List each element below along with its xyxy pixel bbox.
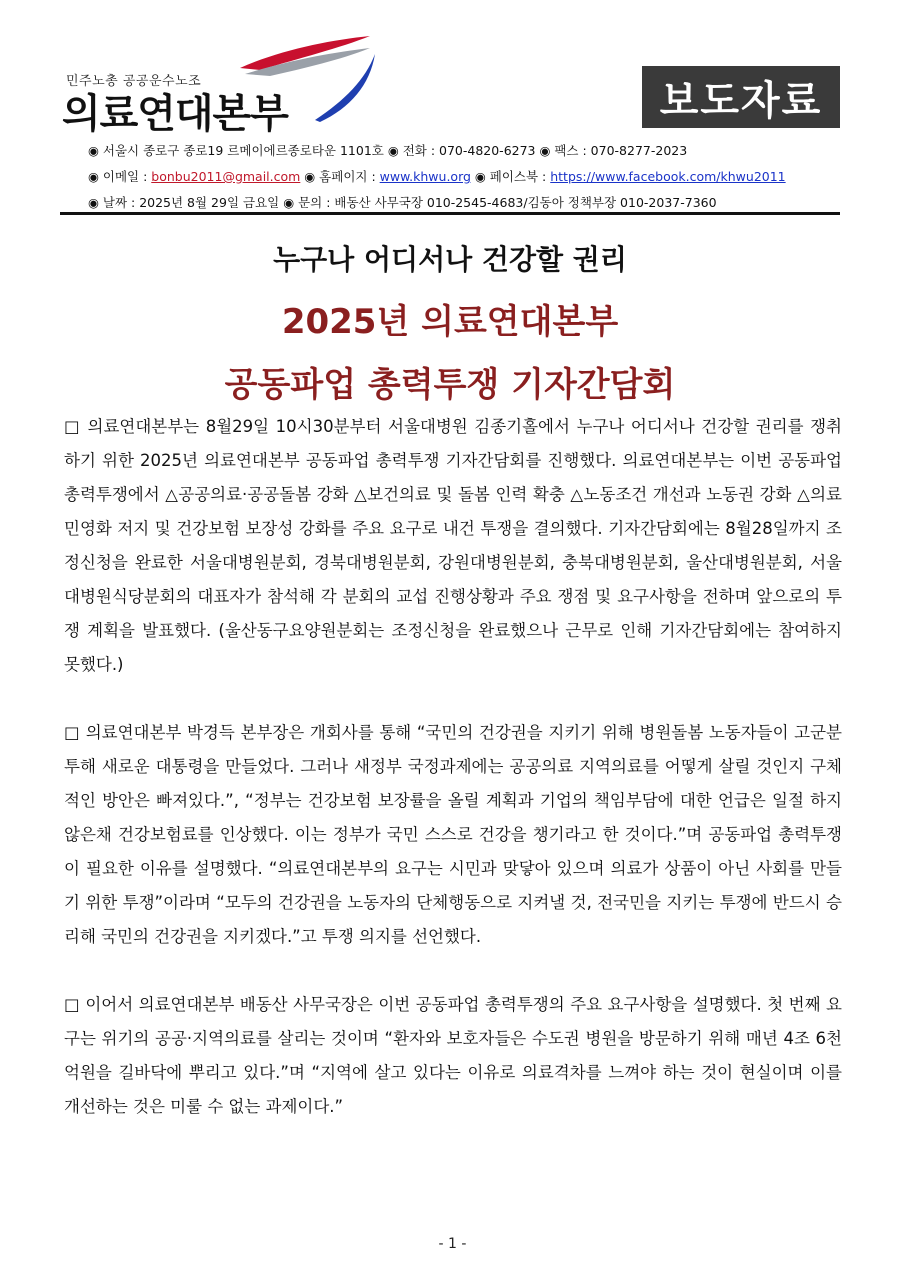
facebook-link[interactable]: https://www.facebook.com/khwu2011	[550, 169, 786, 184]
press-release-badge: 보도자료	[642, 66, 840, 128]
paragraph-1: □ 의료연대본부는 8월29일 10시30분부터 서울대병원 김종기홀에서 누구나 어디서나 건강할 권리를 쟁취하기 위한 2025년 의료연대본부 공동파업 총력투쟁 기자간담회를 진행했다. 의료연대본부는 이번 공동파업 총력투쟁에서 △공공의료·공공돌봄 강화 △보건의료 및 돌봄 인력 확충 △노동조건 개선과 노동권 강화 △의료민영화 저지 및 건강보험 보장성 강화를 주요 요구로 내건 투쟁을 결의했다. 기자간담회에는 8월28일까지 조정신청을 완료한 서울대병원분회, 경북대병원분회, 강원대병원분회, 충북대병원분회, 울산대병원분회, 서울대병원식당분회의 대표자가 참석해 각 분회의 교섭 진행상황과 주요 쟁점 및 요구사항을 전하며 앞으로의 투쟁 계획을 발표했다. (울산동구요양원분회는 조정신청을 완료했으나 근무로 인해 기자간담회에는 참여하지 못했다.)	[64, 417, 842, 674]
online-contact-line	[88, 164, 828, 190]
contact-info	[88, 138, 828, 216]
homepage-label: ◉ 홈페이지 :	[300, 169, 380, 184]
homepage-link[interactable]: www.khwu.org	[379, 169, 471, 184]
org-logo	[60, 30, 390, 137]
header-divider	[60, 212, 840, 215]
article-body	[64, 410, 842, 1158]
header	[60, 30, 840, 137]
subtitle: 누구나 어디서나 건강할 권리	[273, 243, 627, 276]
org-main-name: 의료연대본부	[62, 91, 288, 137]
paragraph-2: □ 의료연대본부 박경득 본부장은 개회사를 통해 “국민의 건강권을 지키기 위해 병원돌봄 노동자들이 고군분투해 새로운 대통령을 만들었다. 그러나 새정부 국정과제에는 공공의료 지역의료를 어떻게 살릴 것인지 구체적인 방안은 빠져있다.”, “정부는 건강보험 보장률을 올릴 계획과 기업의 책임부담에 대한 언급은 일절 하지 않은채 건강보험료를 인상했다. 이는 정부가 국민 스스로 건강을 챙기라고 한 것이다.”며 공동파업 총력투쟁이 필요한 이유를 설명했다. “의료연대본부의 요구는 시민과 맞닿아 있으며 의료가 상품이 아닌 사회를 만들기 위한 투쟁”이라며 “모두의 건강권을 노동자의 단체행동으로 지켜낼 것, 전국민을 지키는 투쟁에 반드시 승리해 국민의 건강권을 지키겠다.”고 투쟁 의지를 선언했다.	[64, 723, 842, 946]
paragraph-3: □ 이어서 의료연대본부 배동산 사무국장은 이번 공동파업 총력투쟁의 주요 요구사항을 설명했다. 첫 번째 요구는 위기의 공공·지역의료를 살리는 것이며 “환자와 보호자들은 수도권 병원을 방문하기 위해 매년 4조 6천억원을 길바닥에 뿌리고 있다.”며 “지역에 살고 있다는 이유로 의료격차를 느껴야 하는 것이 현실이며 이를 개선하는 것은 미룰 수 없는 과제이다.”	[64, 995, 842, 1116]
address-line: ◉ 서울시 종로구 종로19 르메이에르종로타운 1101호 ◉ 전화 : 070-4820-6273 ◉ 팩스 : 070-8277-2023	[88, 143, 688, 158]
org-small-name: 민주노총 공공운수노조	[66, 74, 202, 89]
title-line-2: 공동파업 총력투쟁 기자간담회	[224, 365, 676, 405]
title-block	[60, 236, 840, 406]
title-line-1: 2025년 의료연대본부	[281, 302, 619, 342]
email-label: ◉ 이메일 :	[88, 169, 152, 184]
page-number: - 1 -	[438, 1236, 467, 1252]
date-contact-line: ◉ 날짜 : 2025년 8월 29일 금요일 ◉ 문의 : 배동산 사무국장 010-2545-4683/김동아 정책부장 010-2037-7360	[88, 195, 717, 210]
facebook-label: ◉ 페이스북 :	[470, 169, 551, 184]
email-link[interactable]: bonbu2011@gmail.com	[151, 169, 301, 184]
